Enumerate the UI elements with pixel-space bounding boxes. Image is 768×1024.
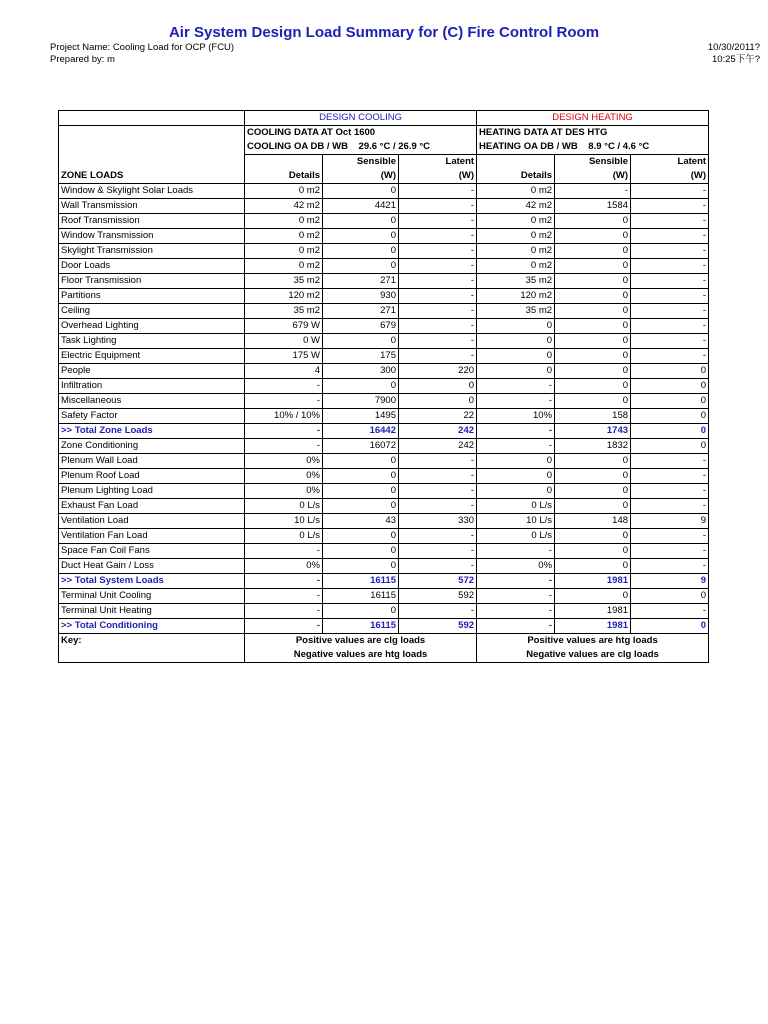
table-row (59, 349, 709, 364)
heating-details: 0 m2 (477, 184, 555, 199)
heating-latent: - (631, 259, 709, 274)
cooling-sensible: 0 (323, 214, 399, 229)
cooling-latent: 330 (399, 514, 477, 529)
heating-sensible: 0 (555, 469, 631, 484)
zone-load-name: Door Loads (59, 259, 245, 274)
cooling-sensible-header (323, 155, 399, 184)
cooling-latent: 592 (399, 619, 477, 634)
heating-details: - (477, 439, 555, 454)
cooling-sensible: 16115 (323, 619, 399, 634)
unit-label: (W) (380, 170, 396, 181)
heating-latent: 0 (631, 379, 709, 394)
zone-load-name: Overhead Lighting (59, 319, 245, 334)
table-row (59, 499, 709, 514)
cooling-oa-label: COOLING OA DB / WB (247, 141, 348, 152)
heating-latent: - (631, 184, 709, 199)
table-row (59, 334, 709, 349)
cooling-details: 10 L/s (245, 514, 323, 529)
cooling-latent: - (399, 499, 477, 514)
zone-load-name: Electric Equipment (59, 349, 245, 364)
table-row (59, 244, 709, 259)
cooling-latent: 572 (399, 574, 477, 589)
table-row (59, 514, 709, 529)
load-summary-table (58, 110, 709, 663)
cooling-latent: - (399, 484, 477, 499)
cooling-data-header: COOLING DATA AT Oct 1600 (245, 126, 477, 141)
blank-cell (59, 126, 245, 141)
zone-load-name: Window Transmission (59, 229, 245, 244)
heating-details: - (477, 574, 555, 589)
header-row-columns (59, 155, 709, 184)
key-cooling-line2: Negative values are htg loads (245, 648, 477, 663)
cooling-sensible: 0 (323, 244, 399, 259)
cooling-details: 120 m2 (245, 289, 323, 304)
table-row (59, 199, 709, 214)
zone-load-name: >> Total System Loads (59, 574, 245, 589)
zone-load-name: Infiltration (59, 379, 245, 394)
heating-sensible: 1981 (555, 574, 631, 589)
zone-load-name: Exhaust Fan Load (59, 499, 245, 514)
heating-latent: - (631, 199, 709, 214)
cooling-latent: - (399, 544, 477, 559)
heating-sensible: 0 (555, 349, 631, 364)
heating-sensible: 1832 (555, 439, 631, 454)
table-row (59, 364, 709, 379)
cooling-details: 0 m2 (245, 244, 323, 259)
heating-sensible: 1981 (555, 619, 631, 634)
heating-latent: 0 (631, 409, 709, 424)
header-row-design (59, 111, 709, 126)
zone-load-name: Miscellaneous (59, 394, 245, 409)
zone-load-name: Ventilation Load (59, 514, 245, 529)
heating-latent: - (631, 229, 709, 244)
cooling-sensible: 300 (323, 364, 399, 379)
cooling-details: 0 m2 (245, 184, 323, 199)
cooling-sensible: 271 (323, 304, 399, 319)
heating-details: 35 m2 (477, 274, 555, 289)
zone-load-name: Window & Skylight Solar Loads (59, 184, 245, 199)
heating-latent: 0 (631, 394, 709, 409)
heating-latent-header (631, 155, 709, 184)
heating-latent: 0 (631, 439, 709, 454)
key-heating-line1: Positive values are htg loads (477, 634, 709, 649)
heating-details: 0% (477, 559, 555, 574)
heating-sensible: 0 (555, 229, 631, 244)
blank-cell (59, 648, 245, 663)
heating-latent: 0 (631, 589, 709, 604)
table-row (59, 184, 709, 199)
report-title: Air System Design Load Summary for (C) Fire Control Room (168, 24, 600, 41)
heating-sensible: - (555, 184, 631, 199)
heating-sensible: 0 (555, 334, 631, 349)
zone-load-name: Task Lighting (59, 334, 245, 349)
heating-latent: - (631, 334, 709, 349)
cooling-latent: - (399, 199, 477, 214)
cooling-latent: - (399, 229, 477, 244)
cooling-latent: - (399, 349, 477, 364)
cooling-sensible: 0 (323, 529, 399, 544)
cooling-sensible: 0 (323, 559, 399, 574)
zone-load-name: Roof Transmission (59, 214, 245, 229)
key-row-1 (59, 634, 709, 649)
heating-details: - (477, 379, 555, 394)
table-row (59, 604, 709, 619)
key-heating-line2: Negative values are clg loads (477, 648, 709, 663)
unit-label: (W) (458, 170, 475, 181)
sensible-label: Sensible (356, 156, 396, 167)
zone-load-name: Plenum Roof Load (59, 469, 245, 484)
heating-details: 0 m2 (477, 259, 555, 274)
cooling-details: 0 L/s (245, 529, 323, 544)
heating-sensible: 0 (555, 304, 631, 319)
heating-oa-label: HEATING OA DB / WB (479, 141, 578, 152)
table-row (59, 394, 709, 409)
heating-details: 10 L/s (477, 514, 555, 529)
heating-sensible: 0 (555, 499, 631, 514)
cooling-details: 42 m2 (245, 199, 323, 214)
zone-load-name: >> Total Zone Loads (59, 424, 245, 439)
cooling-details: 0% (245, 469, 323, 484)
zone-load-name: Zone Conditioning (59, 439, 245, 454)
cooling-sensible: 7900 (323, 394, 399, 409)
heating-sensible: 0 (555, 259, 631, 274)
heating-sensible: 0 (555, 589, 631, 604)
heating-details: 42 m2 (477, 199, 555, 214)
cooling-sensible: 175 (323, 349, 399, 364)
zone-load-name: Floor Transmission (59, 274, 245, 289)
cooling-sensible: 16072 (323, 439, 399, 454)
table-row (59, 439, 709, 454)
cooling-details: 0 m2 (245, 259, 323, 274)
cooling-latent: - (399, 184, 477, 199)
heating-sensible: 1743 (555, 424, 631, 439)
cooling-latent: - (399, 559, 477, 574)
cooling-sensible: 16442 (323, 424, 399, 439)
heating-details: 0 m2 (477, 244, 555, 259)
zone-load-name: Terminal Unit Cooling (59, 589, 245, 604)
table-row (59, 544, 709, 559)
heating-latent: - (631, 304, 709, 319)
table-row (59, 304, 709, 319)
cooling-details: - (245, 394, 323, 409)
cooling-details: - (245, 439, 323, 454)
heating-details: 0 L/s (477, 499, 555, 514)
table-row (59, 589, 709, 604)
design-heating-header: DESIGN HEATING (477, 111, 709, 126)
cooling-sensible: 930 (323, 289, 399, 304)
heating-details: 0 (477, 454, 555, 469)
cooling-latent: 242 (399, 424, 477, 439)
heating-details: 0 m2 (477, 229, 555, 244)
heating-latent: - (631, 349, 709, 364)
heating-latent: 0 (631, 619, 709, 634)
zone-load-name: Plenum Lighting Load (59, 484, 245, 499)
cooling-sensible: 0 (323, 604, 399, 619)
cooling-latent: - (399, 289, 477, 304)
heating-latent: - (631, 274, 709, 289)
key-row-2 (59, 648, 709, 663)
cooling-details: - (245, 379, 323, 394)
cooling-sensible: 0 (323, 454, 399, 469)
cooling-sensible: 1495 (323, 409, 399, 424)
cooling-latent: - (399, 319, 477, 334)
cooling-latent: - (399, 454, 477, 469)
heating-sensible: 0 (555, 544, 631, 559)
heating-sensible: 0 (555, 529, 631, 544)
latent-label: Latent (445, 156, 475, 167)
total-row (59, 574, 709, 589)
heating-sensible: 0 (555, 274, 631, 289)
blank-cell (59, 111, 245, 126)
cooling-sensible: 0 (323, 379, 399, 394)
cooling-latent: 242 (399, 439, 477, 454)
heating-details: 0 (477, 349, 555, 364)
heating-sensible: 0 (555, 364, 631, 379)
heating-latent: - (631, 289, 709, 304)
zone-load-name: Safety Factor (59, 409, 245, 424)
cooling-latent: - (399, 334, 477, 349)
cooling-latent: - (399, 259, 477, 274)
zone-load-name: Ceiling (59, 304, 245, 319)
heating-latent: - (631, 499, 709, 514)
cooling-sensible: 4421 (323, 199, 399, 214)
cooling-sensible: 0 (323, 484, 399, 499)
cooling-sensible: 271 (323, 274, 399, 289)
heating-sensible: 0 (555, 379, 631, 394)
heating-sensible: 0 (555, 244, 631, 259)
table-row (59, 529, 709, 544)
heating-details: 10% (477, 409, 555, 424)
cooling-details: 4 (245, 364, 323, 379)
cooling-details-header: Details (245, 155, 323, 184)
cooling-latent: - (399, 529, 477, 544)
zone-load-name: Plenum Wall Load (59, 454, 245, 469)
cooling-sensible: 0 (323, 334, 399, 349)
zone-load-name: >> Total Conditioning (59, 619, 245, 634)
heating-sensible: 158 (555, 409, 631, 424)
heating-details: - (477, 394, 555, 409)
cooling-latent: - (399, 274, 477, 289)
total-row (59, 619, 709, 634)
table-row (59, 409, 709, 424)
design-cooling-header: DESIGN COOLING (245, 111, 477, 126)
table-row (59, 289, 709, 304)
cooling-details: - (245, 589, 323, 604)
cooling-details: - (245, 604, 323, 619)
cooling-latent: 592 (399, 589, 477, 604)
heating-details: 0 L/s (477, 529, 555, 544)
latent-label: Latent (677, 156, 707, 167)
cooling-details: 0% (245, 454, 323, 469)
cooling-details: - (245, 544, 323, 559)
cooling-latent: 0 (399, 379, 477, 394)
table-row (59, 454, 709, 469)
cooling-sensible: 0 (323, 469, 399, 484)
sensible-label: Sensible (588, 156, 629, 167)
cooling-details: - (245, 619, 323, 634)
heating-latent: - (631, 529, 709, 544)
cooling-details: 0 L/s (245, 499, 323, 514)
cooling-sensible: 0 (323, 544, 399, 559)
cooling-details: 0 m2 (245, 214, 323, 229)
cooling-oa-value: 29.6 °C / 26.9 °C (358, 141, 431, 152)
table-row (59, 379, 709, 394)
heating-sensible: 0 (555, 289, 631, 304)
table-row (59, 214, 709, 229)
cooling-details: 0% (245, 559, 323, 574)
total-row (59, 424, 709, 439)
report-meta-left (50, 42, 234, 66)
cooling-sensible: 0 (323, 259, 399, 274)
heating-details: - (477, 424, 555, 439)
heating-details: - (477, 604, 555, 619)
cooling-details: - (245, 424, 323, 439)
table-row (59, 259, 709, 274)
heating-latent: 0 (631, 364, 709, 379)
heating-details: 0 (477, 334, 555, 349)
zone-load-name: Partitions (59, 289, 245, 304)
heating-latent: - (631, 559, 709, 574)
heating-latent: - (631, 484, 709, 499)
cooling-latent: - (399, 604, 477, 619)
zone-load-name: Skylight Transmission (59, 244, 245, 259)
heating-details: - (477, 619, 555, 634)
zone-load-name: Wall Transmission (59, 199, 245, 214)
zone-load-name: Terminal Unit Heating (59, 604, 245, 619)
heating-sensible: 1584 (555, 199, 631, 214)
table-row (59, 469, 709, 484)
heating-details: 0 (477, 484, 555, 499)
heating-sensible-header (555, 155, 631, 184)
cooling-latent: 220 (399, 364, 477, 379)
cooling-latent: - (399, 304, 477, 319)
key-label: Key: (59, 634, 245, 649)
cooling-sensible: 43 (323, 514, 399, 529)
cooling-sensible: 0 (323, 184, 399, 199)
cooling-latent: - (399, 214, 477, 229)
heating-latent: - (631, 544, 709, 559)
heating-sensible: 148 (555, 514, 631, 529)
heating-latent: - (631, 244, 709, 259)
cooling-sensible: 0 (323, 229, 399, 244)
heating-data-header: HEATING DATA AT DES HTG (477, 126, 709, 141)
table-row (59, 484, 709, 499)
zone-load-name: People (59, 364, 245, 379)
zone-loads-header: ZONE LOADS (59, 155, 245, 184)
unit-label: (W) (612, 170, 629, 181)
cooling-sensible: 16115 (323, 574, 399, 589)
cooling-oa-header (245, 140, 477, 155)
report-time: 10:25下午? (711, 54, 760, 65)
cooling-details: 35 m2 (245, 304, 323, 319)
heating-details: - (477, 589, 555, 604)
heating-details: 0 (477, 364, 555, 379)
heating-latent: 9 (631, 514, 709, 529)
cooling-details: 35 m2 (245, 274, 323, 289)
heating-sensible: 0 (555, 454, 631, 469)
heating-sensible: 1981 (555, 604, 631, 619)
cooling-latent: - (399, 469, 477, 484)
heating-sensible: 0 (555, 484, 631, 499)
project-name: Project Name: Cooling Load for OCP (FCU) (50, 42, 235, 53)
cooling-details: - (245, 574, 323, 589)
heating-latent: - (631, 604, 709, 619)
zone-load-name: Space Fan Coil Fans (59, 544, 245, 559)
cooling-latent: - (399, 244, 477, 259)
table-row (59, 274, 709, 289)
cooling-latent-header (399, 155, 477, 184)
heating-sensible: 0 (555, 319, 631, 334)
table-row (59, 559, 709, 574)
header-row-data (59, 126, 709, 141)
heating-latent: - (631, 319, 709, 334)
heating-details: 0 (477, 319, 555, 334)
heating-latent: 9 (631, 574, 709, 589)
heating-latent: - (631, 469, 709, 484)
cooling-sensible: 679 (323, 319, 399, 334)
zone-load-name: Ventilation Fan Load (59, 529, 245, 544)
heating-sensible: 0 (555, 559, 631, 574)
heating-sensible: 0 (555, 214, 631, 229)
table-row (59, 229, 709, 244)
heating-details: 35 m2 (477, 304, 555, 319)
heating-sensible: 0 (555, 394, 631, 409)
cooling-latent: 0 (399, 394, 477, 409)
cooling-sensible: 16115 (323, 589, 399, 604)
table-row (59, 319, 709, 334)
cooling-details: 679 W (245, 319, 323, 334)
cooling-details: 10% / 10% (245, 409, 323, 424)
unit-label: (W) (690, 170, 707, 181)
heating-details: 0 (477, 469, 555, 484)
zone-load-name: Duct Heat Gain / Loss (59, 559, 245, 574)
heating-latent: - (631, 454, 709, 469)
heating-latent: - (631, 214, 709, 229)
heating-details: - (477, 544, 555, 559)
blank-cell (59, 140, 245, 155)
heating-details: 0 m2 (477, 214, 555, 229)
heating-latent: 0 (631, 424, 709, 439)
report-date: 10/30/2011? (707, 42, 760, 53)
heating-oa-header (477, 140, 709, 155)
cooling-sensible: 0 (323, 499, 399, 514)
heating-details-header: Details (477, 155, 555, 184)
header-row-oa (59, 140, 709, 155)
cooling-details: 0% (245, 484, 323, 499)
heating-details: 120 m2 (477, 289, 555, 304)
cooling-latent: 22 (399, 409, 477, 424)
heating-oa-value: 8.9 °C / 4.6 °C (588, 141, 650, 152)
report-meta-right (708, 42, 760, 66)
cooling-details: 0 W (245, 334, 323, 349)
cooling-details: 0 m2 (245, 229, 323, 244)
cooling-details: 175 W (245, 349, 323, 364)
prepared-by: Prepared by: m (50, 54, 115, 65)
key-cooling-line1: Positive values are clg loads (245, 634, 477, 649)
